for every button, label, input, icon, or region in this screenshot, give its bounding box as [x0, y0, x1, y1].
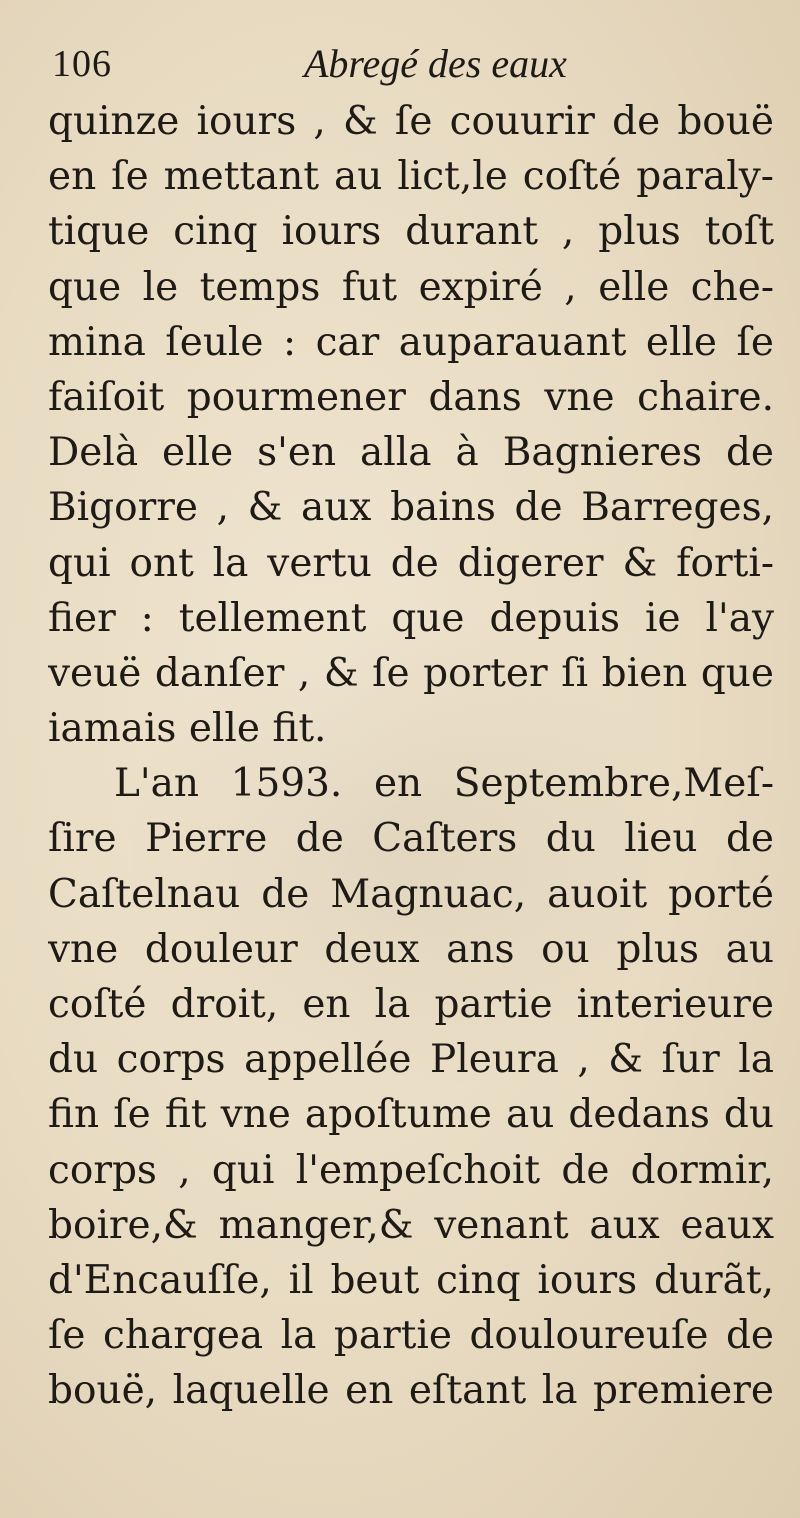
text-line: fier : tellement que depuis ie l'ay: [48, 595, 774, 641]
page-number: 106: [52, 43, 112, 85]
text-line: du corps appellée Pleura , & ſur la: [48, 1037, 774, 1083]
paragraph-start-line: L'an 1593. en Septembre,Meſ-: [114, 761, 774, 807]
paragraph-end-line: iamais elle fit.: [48, 706, 327, 752]
text-line: ſire Pierre de Caſters du lieu de: [48, 816, 774, 862]
text-line: en ſe mettant au lict,le coſté paraly-: [48, 154, 774, 200]
text-line: bouë, laquelle en eſtant la premiere: [48, 1368, 774, 1414]
body-text: [48, 94, 774, 1419]
text-line: boire,& manger,& venant aux eaux: [48, 1202, 774, 1248]
text-line: corps , qui l'empeſchoit de dormir,: [48, 1147, 774, 1193]
text-line: ſe chargea la partie douloureuſe de: [48, 1313, 774, 1359]
text-line: Caſtelnau de Magnuac, auoit porté: [48, 871, 774, 917]
text-line: Bigorre , & aux bains de Barreges,: [48, 485, 774, 531]
text-line: qui ont la vertu de digerer & forti-: [48, 540, 774, 586]
text-line: vne douleur deux ans ou plus au: [48, 926, 774, 972]
text-line: coſté droit, en la partie interieure: [48, 982, 774, 1027]
text-line: Delà elle s'en alla à Bagnieres de: [48, 430, 774, 476]
text-line: veuë danſer , & ſe porter ſi bien que: [48, 650, 774, 696]
text-line: mina ſeule : car auparauant elle ſe: [48, 319, 774, 365]
text-line: tique cinq iours durant , plus toſt: [48, 209, 774, 255]
text-line: que le temps fut expiré , elle che-: [48, 264, 774, 310]
text-line: faiſoit pourmener dans vne chaire.: [48, 374, 774, 420]
text-line: fin ſe fit vne apoſtume au dedans du: [48, 1092, 774, 1138]
text-line: quinze iours , & ſe couurir de bouë: [48, 99, 774, 144]
text-line: d'Encauſſe, il beut cinq iours durãt,: [48, 1257, 774, 1303]
page-header: [52, 36, 760, 92]
running-title: Abregé des eaux: [304, 41, 567, 86]
